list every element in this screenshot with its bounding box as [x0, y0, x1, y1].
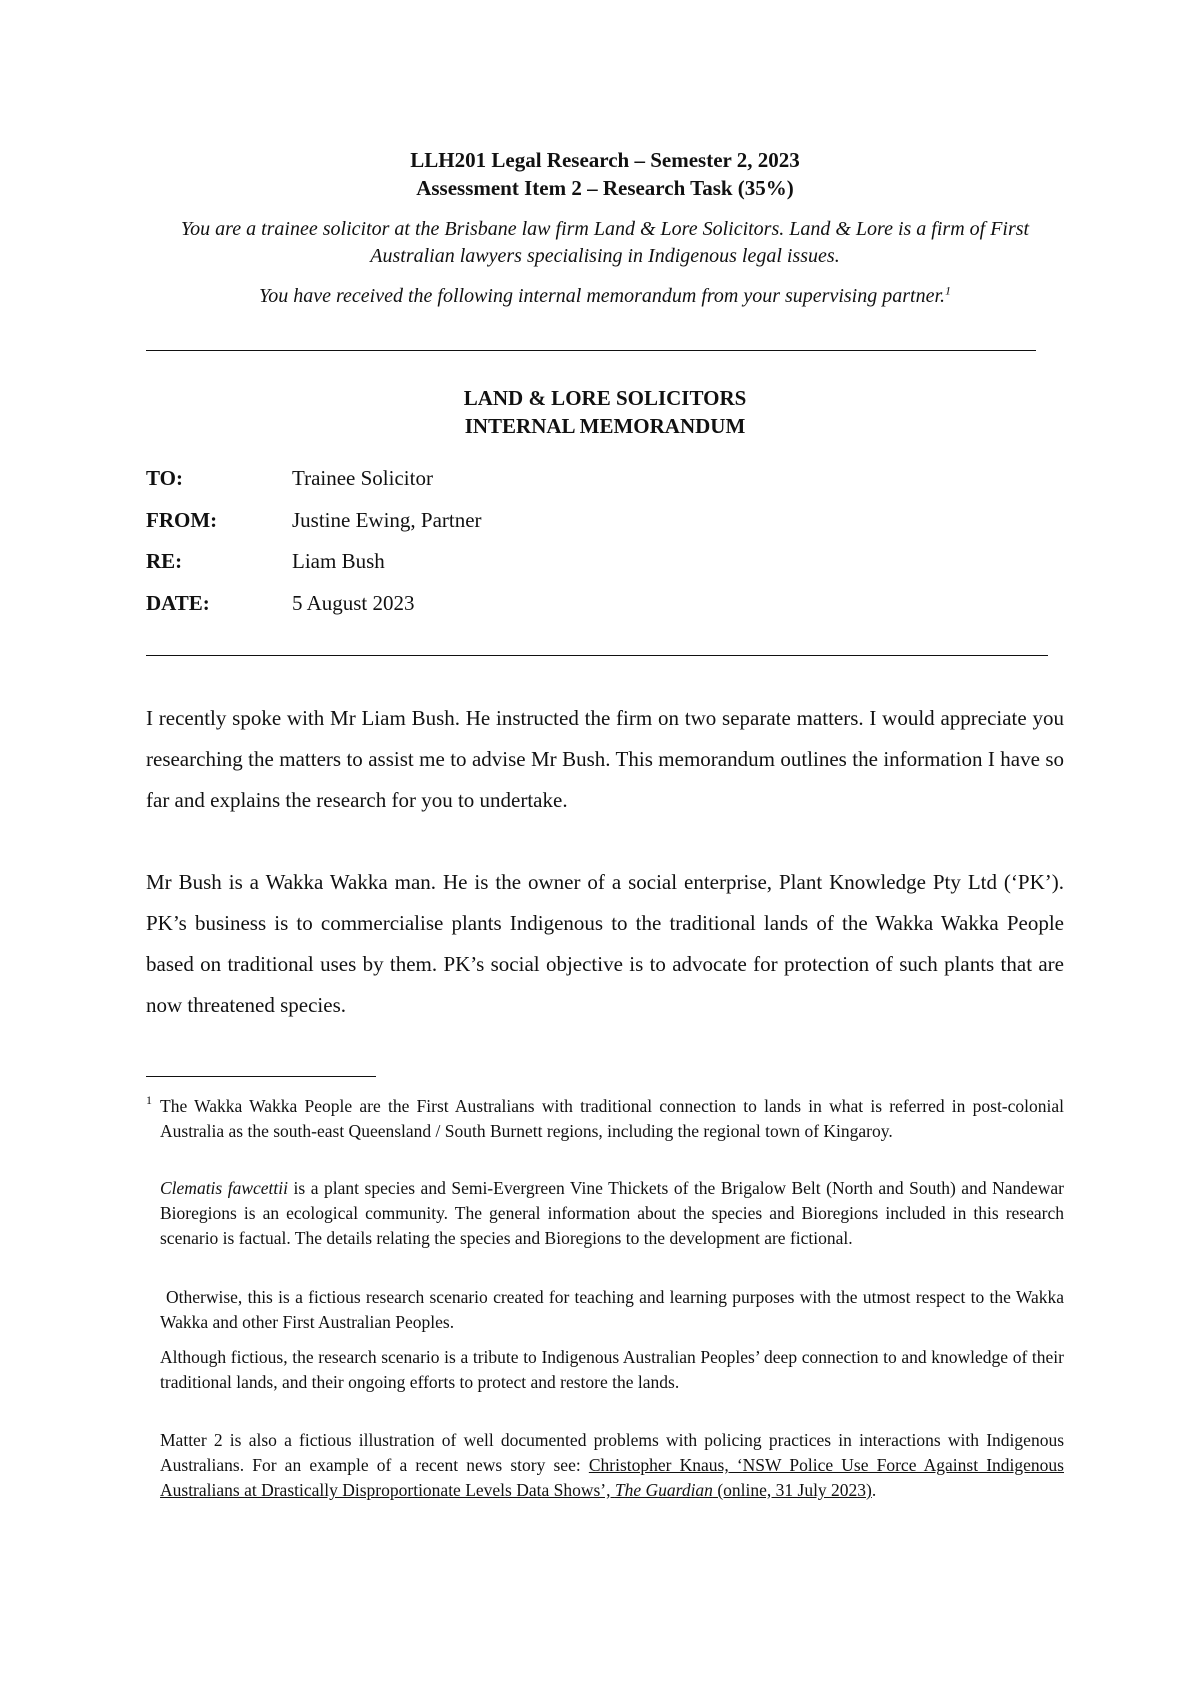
guardian-link-part-b: (online, 31 July 2023) — [712, 1480, 872, 1500]
divider-bottom — [146, 655, 1048, 656]
footnote-2 — [160, 1176, 1064, 1251]
intro-paragraph-2-text: You have received the following internal memorandum from your supervising partner. — [258, 285, 946, 307]
footnote-rule — [146, 1076, 376, 1077]
memo-re-label: RE: — [146, 549, 183, 573]
firm-name: LAND & LORE SOLICITORS — [463, 386, 747, 410]
memo-header — [146, 384, 1064, 440]
memo-date-label: DATE: — [146, 591, 210, 615]
footnote-4: Although fictious, the research scenario is a tribute to Indigenous Australian Peoples’ deep connection to and knowledge of their traditional lands, and their ongoing efforts to protect and restore the lands. — [160, 1347, 1064, 1392]
memo-from-label: FROM: — [146, 508, 218, 532]
footnote-5-text: Matter 2 is also a fictious illustration of well documented problems with policing practices in interactions with Indigenous Australians. For an example of a recent news story see: — [160, 1430, 1064, 1475]
body-paragraph-1: I recently spoke with Mr Liam Bush. He instructed the firm on two separate matters. I would appreciate you researching the matters to assist me to advise Mr Bush. This memorandum outlines the information I have so far and explains the research for you to undertake. — [146, 706, 1064, 812]
guardian-link-publication: The Guardian — [614, 1480, 713, 1500]
memo-to-value: Trainee Solicitor — [292, 466, 433, 490]
footnote-3: Otherwise, this is a fictious research scenario created for teaching and learning purposes with the utmost respect to the Wakka Wakka and other First Australian Peoples. — [160, 1287, 1064, 1332]
assessment-header — [146, 146, 1064, 202]
memo-type: INTERNAL MEMORANDUM — [464, 414, 746, 438]
footnote-5 — [160, 1428, 1064, 1503]
memo-to-label: TO: — [146, 466, 183, 490]
assessment-title: Assessment Item 2 – Research Task (35%) — [416, 176, 794, 200]
footnote-2-text: is a plant species and Semi-Evergreen Vine Thickets of the Brigalow Belt (North and South) and Nandewar Bioregions is an ecological community. The general information about the species and Bioregions included in this research scenario is factual. The details relating the species and Bioregions to the development are fictional. — [160, 1178, 1064, 1248]
footnote-ref[interactable]: 1 — [945, 283, 952, 298]
intro-paragraph-1: You are a trainee solicitor at the Brisbane law firm Land & Lore Solicitors. Land & Lore is a firm of First Australian lawyers specialising in Indigenous legal issues. — [180, 218, 1030, 267]
intro-paragraph-2 — [146, 283, 1064, 310]
memo-from-value: Justine Ewing, Partner — [292, 508, 482, 532]
memo-re-value: Liam Bush — [292, 549, 385, 573]
memo-date-value: 5 August 2023 — [292, 591, 415, 615]
footnote-1: The Wakka Wakka People are the First Australians with traditional connection to lands in what is referred in post-colonial Australia as the south-east Queensland / South Burnett regions, including the regional town of Kingaroy. — [160, 1096, 1064, 1141]
body-paragraph-2: Mr Bush is a Wakka Wakka man. He is the owner of a social enterprise, Plant Knowledge Pty Ltd (‘PK’). PK’s business is to commercialise plants Indigenous to the traditional lands of the Wakka Wakka People based on traditional uses by them. PK’s social objective is to advocate for protection of such plants that are now threatened species. — [146, 870, 1064, 1017]
course-title: LLH201 Legal Research – Semester 2, 2023 — [410, 148, 800, 172]
divider-top — [146, 350, 1036, 351]
footnote-number: 1 — [146, 1093, 152, 1107]
footnote-5-end: . — [871, 1480, 877, 1500]
guardian-link-part-a: Christopher Knaus, ‘NSW Police Use Force Against Indigenous Australians at Drastically Disproportionate Levels Data Shows’, — [160, 1455, 1064, 1500]
footnote-2-species: Clematis fawcettii — [160, 1178, 289, 1198]
